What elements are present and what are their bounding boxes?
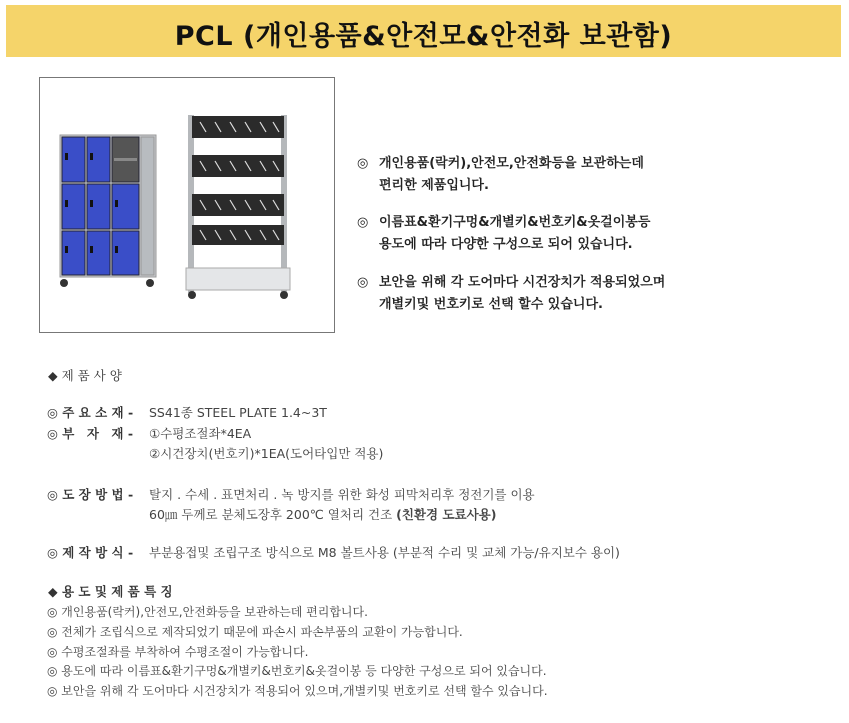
list-item: ◎ 전체가 조립식으로 제작되었기 때문에 파손시 파손부품의 교환이 가능합니다. (47, 625, 463, 639)
page-title: PCL (개인용품&안전모&안전화 보관함) (174, 21, 673, 52)
spec-value-coating-2: 60㎛ 두께로 분체도장후 200℃ 열처리 건조 (친환경 도료사용) (149, 507, 497, 522)
spec-label-method: ◎ 제 작 방 식 - (47, 545, 134, 560)
use-header: ◆ 용 도 및 제 품 특 징 (48, 584, 173, 599)
spec-value-parts-2: ②시건장치(번호키)*1EA(도어타입만 적용) (149, 446, 384, 461)
spec-value-method: 부분용접및 조립구조 방식으로 M8 볼트사용 (부분적 수리 및 교체 가능/유지보수 용이) (149, 545, 620, 560)
list-item: ◎ 보안을 위해 각 도어마다 시건장치가 적용되어 있으며,개별키및 번호키로 선택 할수 있습니다. (47, 684, 548, 698)
spec-label-parts: ◎ 부 자 재 - (47, 426, 134, 441)
spec-value-coating-1: 탈지 . 수세 . 표면처리 . 녹 방지를 위한 화성 피막처리후 정전기를 이용 (149, 487, 535, 502)
spec-label-material: ◎ 주 요 소 재 - (47, 405, 134, 420)
spec-value-parts-1: ①수평조절좌*4EA (149, 426, 252, 441)
product-photo (39, 77, 335, 333)
feature-item: ◎ 보안을 위해 각 도어마다 시건장치가 적용되었으며 개별키및 번호키로 선택 할수 있습니다. (357, 275, 666, 312)
spec-value-material: SS41종 STEEL PLATE 1.4~3T (149, 405, 327, 420)
list-item: ◎ 수평조절좌를 부착하여 수평조절이 가능합니다. (47, 645, 309, 659)
spec-label-coating: ◎ 도 장 방 법 - (47, 487, 134, 502)
locker-cabinet (60, 135, 156, 287)
locker-and-rack-illustration (40, 78, 334, 332)
feature-item: ◎ 개인용품(락커),안전모,안전화등을 보관하는데 편리한 제품입니다. (357, 156, 644, 193)
list-item: ◎ 개인용품(락커),안전모,안전화등을 보관하는데 편리합니다. (47, 605, 368, 619)
title-banner (6, 5, 841, 57)
spec-header: ◆ 제 품 사 양 (48, 368, 122, 383)
list-item: ◎ 용도에 따라 이름표&환기구멍&개별키&번호키&옷걸이봉 등 다양한 구성으로 되어 있습니다. (47, 664, 547, 678)
feature-item: ◎ 이름표&환기구멍&개별키&번호키&옷걸이봉등 용도에 따라 다양한 구성으로 되어 있습니다. (357, 215, 651, 252)
hook-rack (186, 115, 290, 299)
